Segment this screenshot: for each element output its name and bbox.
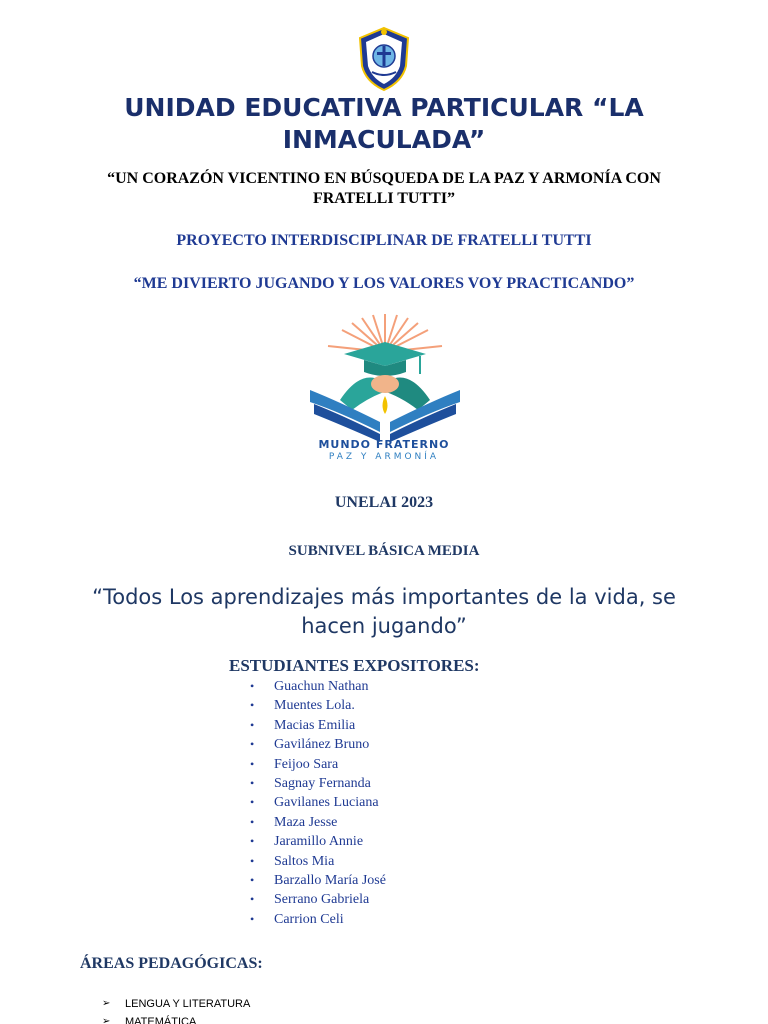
school-crest-icon [356,26,412,92]
sublevel-title: SUBNIVEL BÁSICA MEDIA [288,543,480,559]
areas-list [102,995,250,1024]
list-item [248,755,386,774]
bullet-icon: • [250,853,255,868]
logo-subtitle: PAZ Y ARMONÍA [328,452,440,462]
arrow-bullet-icon: ➢ [102,998,111,1009]
list-item [248,813,386,832]
student-name: Gavilanes Luciana [274,795,379,811]
list-item [248,774,386,793]
list-item [248,852,386,871]
student-name: Carrion Celi [274,911,344,927]
project-title: PROYECTO INTERDISCIPLINAR DE FRATELLI TUTTI [176,232,592,249]
student-name: Gavilánez Bruno [274,737,370,753]
student-name: Maza Jesse [274,814,338,830]
school-title: UNIDAD EDUCATIVA PARTICULAR “LA INMACULADA” [124,93,644,154]
list-item [248,735,386,754]
bullet-icon: • [250,737,255,752]
student-name: Barzallo María José [274,872,386,888]
logo-title: MUNDO FRATERNO [318,438,450,451]
list-item [248,871,386,890]
students-heading: ESTUDIANTES EXPOSITORES: [229,656,480,675]
bullet-icon: • [250,834,255,849]
student-name: Jaramillo Annie [274,834,364,850]
list-item [248,696,386,715]
student-name: Saltos Mia [274,853,335,869]
list-item [248,793,386,812]
list-item [248,890,386,909]
bullet-icon: • [250,775,255,790]
project-slogan: “ME DIVIERTO JUGANDO Y LOS VALORES VOY PRACTICANDO” [133,275,635,292]
bullet-icon: • [250,717,255,732]
bullet-icon: • [250,892,255,907]
bullet-icon: • [250,795,255,810]
list-item [248,832,386,851]
list-item [248,910,386,929]
list-item [102,995,250,1013]
quote-text: “Todos Los aprendizajes más importantes de la vida, se hacen jugando” [92,585,676,638]
student-name: Sagnay Fernanda [274,775,371,791]
area-name: LENGUA Y LITERATURA [125,998,251,1010]
bullet-icon: • [250,911,255,926]
bullet-icon: • [250,756,255,771]
bullet-icon: • [250,814,255,829]
area-name: MATEMÁTICA [125,1016,197,1024]
student-name: Macias Emilia [274,717,356,733]
student-name: Guachun Nathan [274,679,369,694]
arrow-bullet-icon: ➢ [102,1016,111,1024]
bullet-icon: • [250,698,255,713]
bullet-icon: • [250,679,255,693]
list-item [102,1013,250,1024]
student-name: Serrano Gabriela [274,892,370,908]
bullet-icon: • [250,872,255,887]
student-name: Muentes Lola. [274,698,355,714]
event-title: UNELAI 2023 [334,494,434,511]
students-list [248,677,386,929]
list-item [248,716,386,735]
student-name: Feijoo Sara [274,756,339,772]
areas-heading: ÁREAS PEDAGÓGICAS: [80,955,263,972]
motto-text: “UN CORAZÓN VICENTINO EN BÚSQUEDA DE LA PAZ Y ARMONÍA CON FRATELLI TUTTI” [107,170,661,207]
list-item [248,677,386,696]
